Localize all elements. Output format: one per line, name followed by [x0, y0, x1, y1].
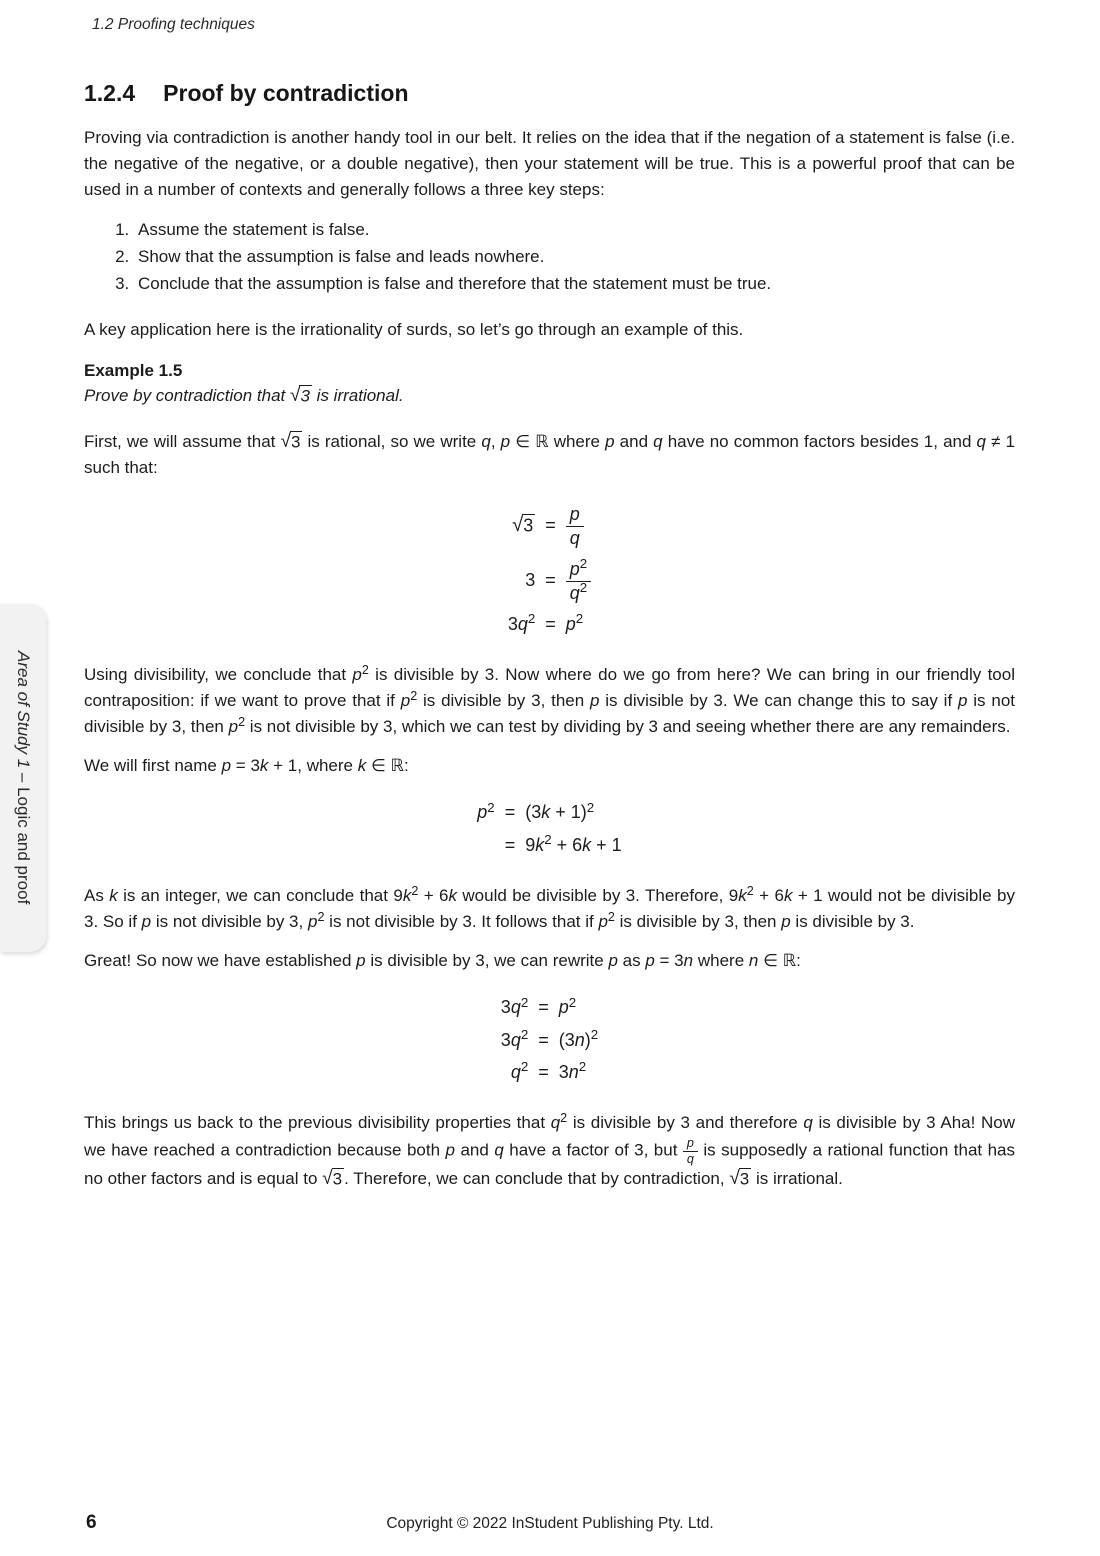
- math-variable: k: [535, 834, 545, 855]
- math-variable: q: [510, 1061, 521, 1082]
- superscript: 2: [607, 909, 615, 924]
- math-variable: q: [510, 997, 521, 1018]
- equation-rhs: $3n^2$: [558, 1059, 587, 1082]
- superscript: 2: [238, 715, 246, 730]
- math-variable: k: [357, 756, 367, 776]
- superscript: 2: [579, 556, 588, 572]
- equals-sign: =: [538, 1061, 549, 1082]
- naming-paragraph: We will first name p = 3k + 1, where k ∈ ℝ:: [84, 756, 409, 776]
- math-variable: p: [500, 432, 511, 451]
- math-variable: q: [686, 1151, 694, 1166]
- section-number: 1.2.4: [84, 80, 136, 106]
- application-paragraph: A key application here is the irrationality of surds, so let’s go through an example of this.: [84, 320, 744, 339]
- rewrite-paragraph: Great! So now we have established p is divisible by 3, we can rewrite p as p = 3n where n ∈ ℝ:: [84, 951, 801, 971]
- math-variable: q: [510, 1029, 521, 1050]
- math-variable: q: [494, 1140, 504, 1160]
- math-variable: p: [141, 912, 152, 932]
- math-variable: p: [958, 691, 968, 711]
- section-heading: [84, 80, 1015, 107]
- equals-sign: =: [545, 515, 556, 536]
- page-footer: [0, 1512, 1100, 1542]
- math-variable: p: [221, 756, 232, 776]
- running-header: 1.2 Proofing techniques: [92, 16, 255, 33]
- superscript: 2: [544, 832, 552, 848]
- math-variable: k: [582, 834, 592, 855]
- equation-rhs: [566, 558, 591, 604]
- math-variable: n: [574, 1029, 585, 1050]
- square-root: √3: [290, 385, 310, 406]
- page-content: [0, 16, 1100, 1192]
- math-variable: q: [976, 432, 987, 451]
- math-variable: q: [803, 1113, 813, 1133]
- math-variable: p: [477, 802, 488, 823]
- equation-lhs: $3q^2$: [507, 611, 536, 634]
- equation-lhs: $3q^2$: [500, 1026, 529, 1050]
- math-variable: p: [352, 665, 362, 685]
- math-variable: p: [356, 951, 366, 971]
- copyright-text: Copyright © 2022 InStudent Publishing Pty. Ltd.: [386, 1515, 714, 1532]
- equation-lhs: [508, 514, 535, 537]
- math-variable: p: [605, 432, 615, 451]
- equation-rhs: [566, 613, 591, 636]
- sidebar-vertical-text: [13, 651, 33, 904]
- math-variable: q: [550, 1113, 561, 1133]
- intro-paragraph: Proving via contradiction is another handy tool in our belt. It relies on the idea that if the negation of a statement is false (i.e. the negative of the negative, or a double negative), then your statement will be true. This is a powerful proof that can be used in a number of contexts and generally follows a three key steps:: [84, 128, 1015, 199]
- conclusion-paragraph: This brings us back to the previous divisibility properties that $q^2$ is divisible by 3 and therefore q is divisible by 3 Aha! Now we have reached a contradiction because both p and q have a factor of 3, but $\frac{p}{q}$ is supposedly a rational function that has no other factors and is equal to √3 . Therefore, we can conclude that by contradiction, √3 is irrational.: [84, 1110, 1015, 1192]
- math-variable: p: [569, 504, 580, 524]
- math-variable: n: [748, 951, 759, 971]
- math-variable: p: [686, 1136, 694, 1151]
- superscript: 2: [575, 611, 584, 627]
- math-variable: k: [402, 886, 412, 906]
- math-variable: p: [565, 614, 576, 634]
- superscript: 2: [746, 883, 754, 898]
- superscript: 2: [520, 1059, 529, 1075]
- equation-lhs: $3q^2$: [500, 994, 529, 1018]
- equation-block-3: [84, 996, 1015, 1084]
- chapter-sidebar-tab: [0, 604, 46, 952]
- square-root: √3: [322, 1168, 343, 1190]
- fraction: [566, 503, 584, 549]
- square-root: √3: [729, 1168, 750, 1190]
- assumption-paragraph: First, we will assume that √3 is rational, so we write q, p ∈ ℝ where p and q have no common factors besides 1, and q ≠ 1 such that:: [84, 431, 1016, 477]
- math-variable: q: [517, 614, 528, 634]
- math-variable: p: [228, 717, 239, 737]
- math-variable: p: [608, 951, 618, 971]
- equation-rhs: $(3n)^2$: [558, 1026, 599, 1050]
- equals-sign: =: [538, 1029, 549, 1050]
- superscript: 2: [579, 579, 588, 595]
- sidebar-topic-label: Logic and proof: [14, 787, 33, 905]
- superscript: 2: [578, 1059, 587, 1075]
- equation-block-1: [84, 503, 1015, 636]
- superscript: 2: [568, 994, 577, 1010]
- superscript: 2: [586, 799, 595, 815]
- math-variable: k: [109, 886, 118, 906]
- superscript: 2: [527, 611, 536, 627]
- superscript: 2: [410, 689, 418, 704]
- superscript: 2: [590, 1026, 599, 1042]
- math-variable: n: [683, 951, 694, 971]
- superscript: 2: [361, 663, 369, 678]
- sidebar-area-of-study-label: Area of Study 1 –: [14, 651, 33, 788]
- math-variable: p: [569, 559, 580, 579]
- page-number: 6: [86, 1512, 97, 1533]
- math-variable: q: [653, 432, 663, 451]
- superscript: 2: [520, 994, 529, 1010]
- math-variable: q: [569, 582, 580, 603]
- section-title: Proof by contradiction: [163, 80, 409, 106]
- fraction: [683, 1136, 698, 1166]
- integer-conclusion-paragraph: As k is an integer, we can conclude that $9k^2 + 6k$ would be divisible by 3. Therefore, $9k^2 + 6k + 1$ would not be divisible by 3. So if p is not divisible by 3, $p^2$ is not divisible by 3. It follows that if $p^2$ is divisible by 3, then p is divisible by 3.: [84, 883, 1015, 932]
- math-variable: p: [445, 1140, 455, 1160]
- math-variable: p: [598, 912, 608, 932]
- equals-sign: =: [545, 570, 556, 591]
- math-variable: q: [481, 432, 491, 451]
- equation-lhs: [477, 836, 494, 854]
- equals-sign: =: [504, 802, 516, 823]
- equals-sign: =: [538, 997, 549, 1018]
- proof-steps-list: [116, 216, 1015, 297]
- example-statement: Prove by contradiction that √3 is irrational.: [84, 383, 1015, 409]
- square-root: √3: [280, 431, 301, 452]
- equation-rhs: [559, 996, 598, 1019]
- equation-rhs: [566, 503, 591, 549]
- math-variable: p: [590, 691, 600, 711]
- superscript: 2: [520, 1026, 529, 1042]
- math-variable: k: [783, 886, 793, 906]
- math-variable: k: [448, 886, 457, 906]
- divisibility-paragraph: Using divisibility, we conclude that $p^2$ is divisible by 3. Now where do we go from here? We can bring in our friendly tool contraposition: if we want to prove that if $p^2$ is divisible by 3, then p is divisible by 3. We can change this to say if p is not divisible by 3, then $p^2$ is not divisible by 3, which we can test by dividing by 3 and seeing whether there are any remainders.: [84, 663, 1015, 737]
- superscript: 2: [560, 1111, 568, 1126]
- math-variable: k: [738, 886, 747, 906]
- math-variable: p: [781, 912, 791, 932]
- equation-block-2: [84, 801, 1015, 857]
- superscript: 2: [317, 909, 325, 924]
- equation-rhs: $(3k + 1)^2$: [525, 799, 595, 823]
- math-variable: k: [541, 802, 551, 823]
- math-variable: q: [569, 527, 580, 548]
- math-variable: k: [259, 756, 269, 776]
- proof-step-3: 3. Conclude that the assumption is false and therefore that the statement must be true.: [134, 270, 1015, 297]
- equation-lhs: 3: [525, 570, 536, 591]
- superscript: 2: [487, 799, 495, 815]
- square-root: √3: [512, 514, 534, 537]
- proof-step-1: 1. Assume the statement is false.: [134, 216, 1015, 243]
- example-label: Example 1.5: [84, 361, 183, 380]
- math-variable: p: [645, 951, 655, 971]
- math-variable: p: [400, 691, 411, 711]
- math-variable: p: [307, 912, 318, 932]
- equals-sign: =: [545, 614, 556, 634]
- equals-sign: =: [504, 834, 516, 855]
- equation-lhs: [477, 801, 494, 824]
- equation-rhs: $9k^2 + 6k + 1$: [525, 832, 622, 855]
- fraction: [566, 558, 591, 604]
- superscript: 2: [411, 883, 419, 898]
- math-variable: p: [558, 997, 569, 1018]
- equation-lhs: [501, 1061, 528, 1084]
- proof-step-2: 2. Show that the assumption is false and leads nowhere.: [134, 243, 1015, 270]
- math-variable: n: [568, 1061, 579, 1082]
